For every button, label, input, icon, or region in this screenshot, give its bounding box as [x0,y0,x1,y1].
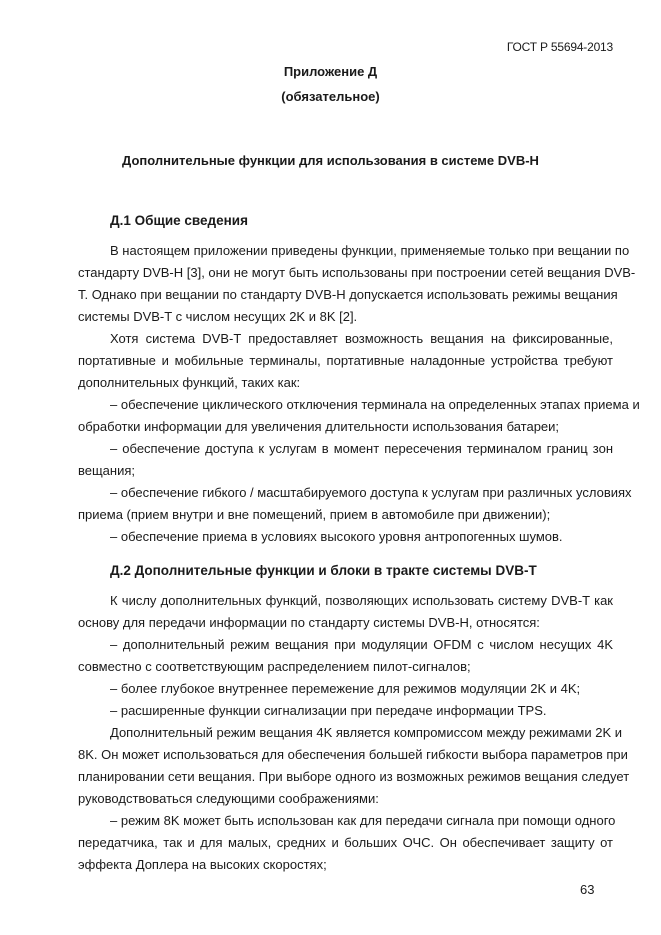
paragraph-line: планировании сети вещания. При выборе одного из возможных режимов вещания следует [78,769,630,784]
list-item-line: – дополнительный режим вещания при модуляции OFDM с числом несущих 4K [110,637,613,652]
appendix-title: Приложение Д [283,64,378,79]
list-item-line: – обеспечение доступа к услугам в момент пересечения терминалом границ зон [110,441,613,456]
paragraph-line: Дополнительный режим вещания 4K является компромиссом между режимами 2K и [110,725,622,740]
paragraph-line: системы DVB-T с числом несущих 2K и 8K [2]. [78,309,358,324]
section-heading-d2: Д.2 Дополнительные функции и блоки в тракте системы DVB-T [110,563,537,578]
section-heading-d1: Д.1 Общие сведения [110,213,248,228]
paragraph-line: В настоящем приложении приведены функции, применяемые только при вещании по [110,243,630,258]
list-item-line: – обеспечение циклического отключения терминала на определенных этапах приема и [110,397,640,412]
list-item-line: – режим 8K может быть использован как для передачи сигнала при помощи одного [110,813,616,828]
paragraph-line: 8K. Он может использоваться для обеспечения большей гибкости выбора параметров при [78,747,628,762]
list-item-line: приема (прием внутри и вне помещений, прием в автомобиле при движении); [78,507,551,522]
appendix-status: (обязательное) [281,89,380,104]
paragraph-line: Хотя система DVB-T предоставляет возможность вещания на фиксированные, [110,331,613,346]
paragraph-line: дополнительных функций, таких как: [78,375,301,390]
section-title: Дополнительные функции для использования в системе DVB-H [122,153,539,168]
list-item-line: эффекта Доплера на высоких скоростях; [78,857,327,872]
paragraph-line: портативные и мобильные терминалы, портативные наладонные устройства требуют [78,353,613,368]
list-item-line: – обеспечение гибкого / масштабируемого доступа к услугам при различных условиях [110,485,632,500]
list-item-line: – более глубокое внутреннее перемежение для режимов модуляции 2K и 4K; [110,681,581,696]
list-item-line: – расширенные функции сигнализации при передаче информации TPS. [110,703,547,718]
list-item-line: передатчика, так и для малых, средних и больших ОЧС. Он обеспечивает защиту от [78,835,613,850]
paragraph-line: основу для передачи информации по стандарту системы DVB-H, относятся: [78,615,540,630]
paragraph-line: руководствоваться следующими соображениями: [78,791,379,806]
list-item-line: вещания; [78,463,136,478]
paragraph-line: стандарту DVB-H [3], они не могут быть использованы при построении сетей вещания DVB- [78,265,636,280]
paragraph-line: T. Однако при вещании по стандарту DVB-H допускается использовать режимы вещания [78,287,618,302]
list-item-line: обработки информации для увеличения длительности использования батареи; [78,419,560,434]
standard-code: ГОСТ Р 55694-2013 [506,40,613,54]
list-item-line: совместно с соответствующим распределением пилот-сигналов; [78,659,471,674]
page-number: 63 [580,882,595,897]
list-item-line: – обеспечение приема в условиях высокого уровня антропогенных шумов. [110,529,563,544]
paragraph-line: К числу дополнительных функций, позволяющих использовать систему DVB-T как [110,593,613,608]
